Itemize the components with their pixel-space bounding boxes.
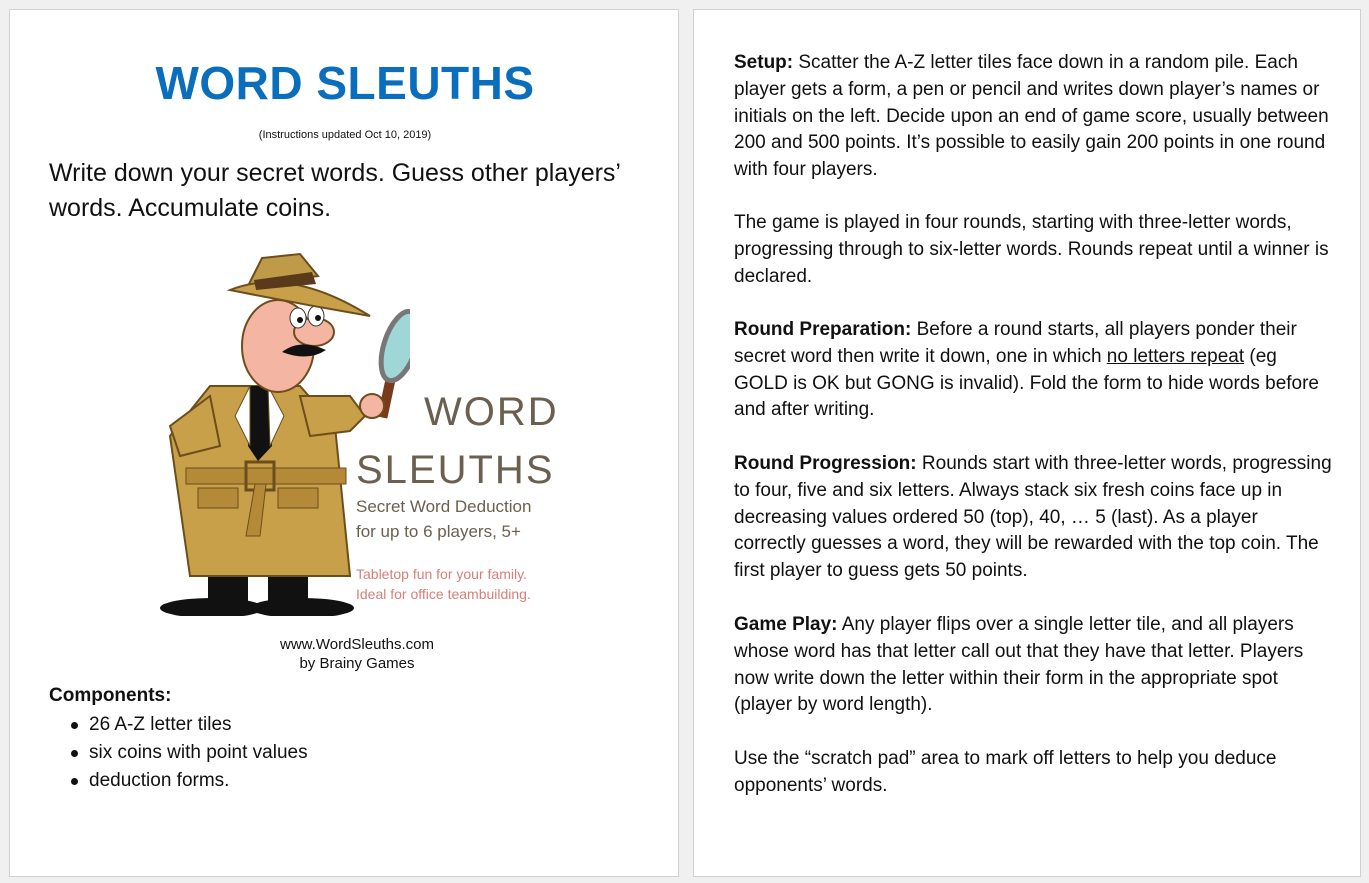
game-play-label: Game Play: <box>734 614 838 635</box>
game-play-paragraph <box>734 612 1334 719</box>
box-art-promo-line1: Tabletop fun for your family. <box>356 566 527 582</box>
round-preparation-paragraph <box>734 317 1334 424</box>
round-preparation-label: Round Preparation: <box>734 319 912 340</box>
tagline: Write down your secret words. Guess other players’ words. Accumulate coins. <box>49 159 621 222</box>
round-progression-paragraph <box>734 451 1334 585</box>
left-page <box>9 9 679 877</box>
components-list <box>49 711 308 795</box>
detective-illustration <box>150 246 410 616</box>
setup-paragraph <box>734 50 1334 184</box>
list-item: deduction forms. <box>49 767 308 795</box>
game-title: WORD SLEUTHS <box>155 57 535 109</box>
website-url: www.WordSleuths.com <box>280 636 434 653</box>
updated-note: (Instructions updated Oct 10, 2019) <box>258 129 432 141</box>
scratch-pad-paragraph: Use the “scratch pad” area to mark off letters to help you deduce opponents’ words. <box>734 748 1277 796</box>
list-item: six coins with point values <box>49 739 308 767</box>
right-page <box>693 9 1361 877</box>
components-heading: Components: <box>49 685 172 706</box>
list-item: 26 A-Z letter tiles <box>49 711 308 739</box>
box-art-subtitle-line2: for up to 6 players, 5+ <box>356 522 521 541</box>
game-play-text: Any player flips over a single letter tile, and all players whose word has that letter call out that they have that letter. Players now write down the letter within their form in the appropriate spot (player by word length). <box>734 614 1304 716</box>
setup-text: Scatter the A-Z letter tiles face down in a random pile. Each player gets a form, a pen or pencil and writes down player’s names or initials on the left. Decide upon an end of game score, usually between 200 and 500 points. It’s possible to easily gain 200 points in one round with four players. <box>734 52 1329 181</box>
round-preparation-text-before: Before a round starts, all players ponder their secret word then write it down, one in which <box>734 319 1297 367</box>
box-art-subtitle-line1: Secret Word Deduction <box>356 497 532 516</box>
round-progression-label: Round Progression: <box>734 453 917 474</box>
no-letters-repeat-underlined: no letters repeat <box>1106 345 1245 367</box>
publisher-byline: by Brainy Games <box>299 655 415 672</box>
round-progression-text: Rounds start with three-letter words, progressing to four, five and six letters. Always stack six fresh coins face up in decreasing values ordered 50 (top), 40, … 5 (last). As a player correctly guesses a word, they will be rewarded with the top coin. The first player to guess gets 50 points. <box>734 453 1332 582</box>
rounds-intro-paragraph: The game is played in four rounds, starting with three-letter words, progressing through to six-letter words. Rounds repeat until a winner is declared. <box>734 212 1329 287</box>
box-art-word: WORD <box>424 390 559 434</box>
setup-label: Setup: <box>734 52 794 73</box>
box-art-sleuths: SLEUTHS <box>356 448 555 492</box>
round-preparation-text-after: (eg GOLD is OK but GONG is invalid). Fold the form to hide words before and after writing. <box>734 345 1320 421</box>
box-art-promo-line2: Ideal for office teambuilding. <box>356 586 531 602</box>
